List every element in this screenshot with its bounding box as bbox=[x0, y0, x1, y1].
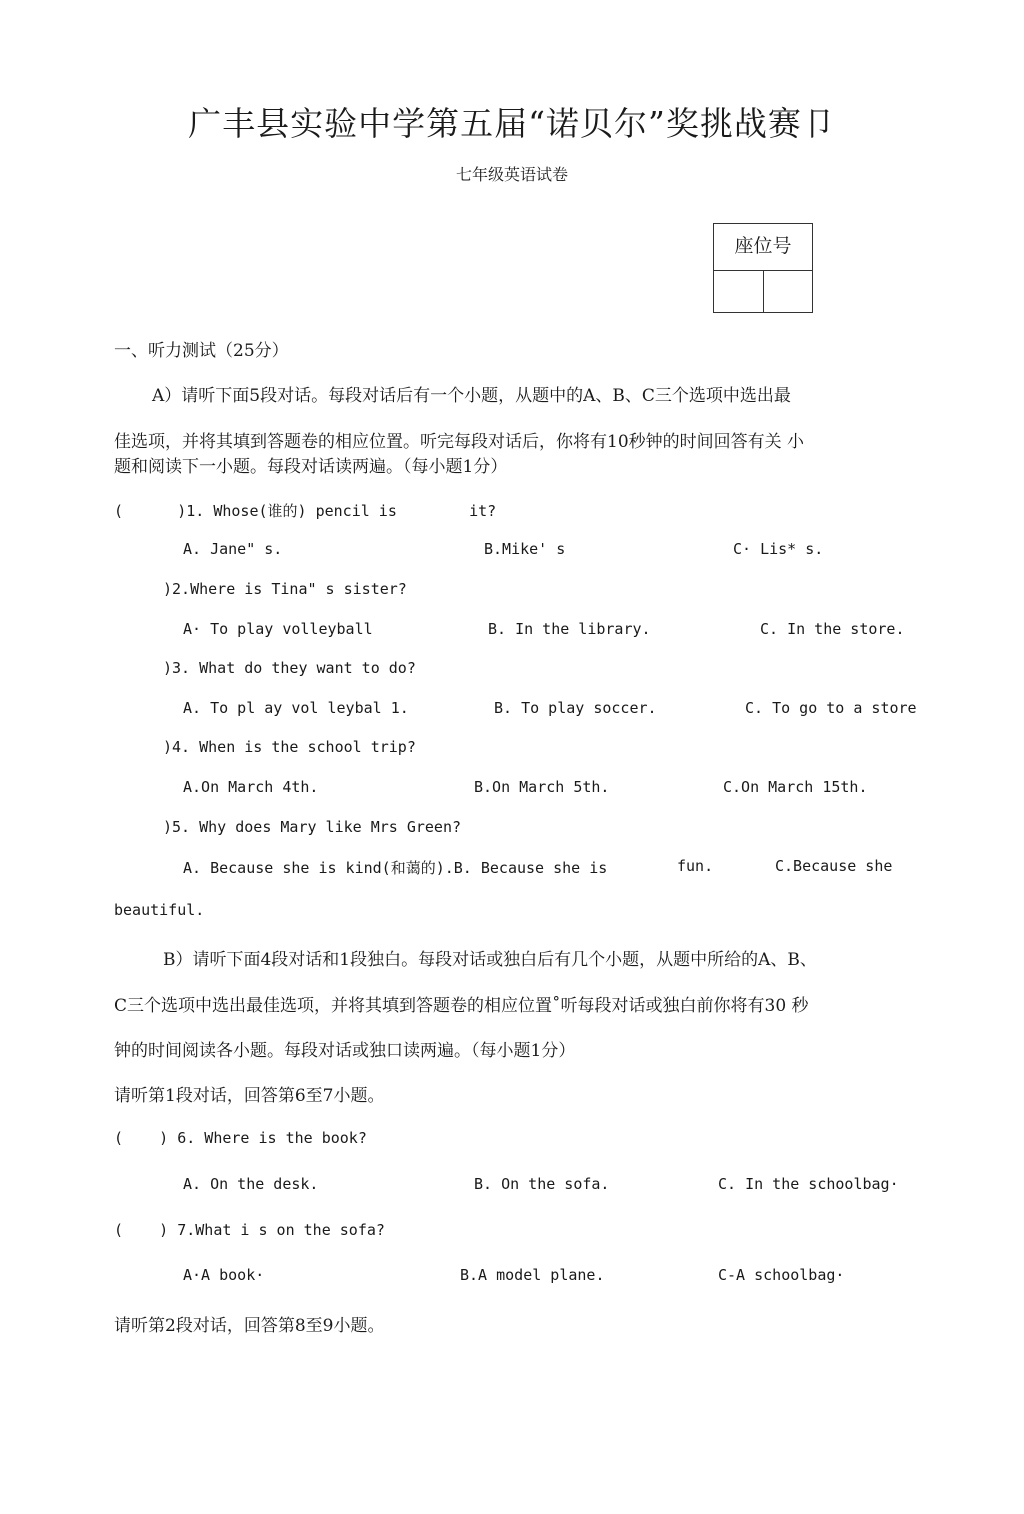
seat-number-box bbox=[713, 223, 813, 313]
option-a: A. Because she is kind(和蔼的).B. Because she is bbox=[183, 859, 608, 877]
option-b: B. To play soccer. bbox=[494, 699, 657, 717]
seat-cell-1[interactable] bbox=[714, 271, 763, 313]
option-b: B.A model plane. bbox=[460, 1266, 605, 1284]
option-b: B.On March 5th. bbox=[474, 778, 610, 796]
exam-subtitle: 七年级英语试卷 bbox=[455, 165, 568, 184]
option-c: C.On March 15th. bbox=[723, 778, 868, 796]
part-a-instructions-line-2: 佳选项，并将其填到答题卷的相应位置。听完每段对话后，你将有10秒钟的时间回答有关 小 bbox=[114, 432, 805, 452]
part-a-instructions-line-1: A）请听下面5段对话。每段对话后有一个小题，从题中的A、B、C三个选项中选出最 bbox=[152, 386, 791, 406]
question-stem: )2.Where is Tina" s sister? bbox=[163, 580, 407, 598]
seat-cell-2[interactable] bbox=[763, 271, 813, 313]
question-stem: )5. Why does Mary like Mrs Green? bbox=[163, 818, 462, 836]
option-b: fun. bbox=[677, 857, 714, 875]
seat-number-label: 座位号 bbox=[714, 224, 812, 271]
question-stem: )4. When is the school trip? bbox=[163, 738, 416, 756]
question-stem: ( ) 6. Where is the book? bbox=[114, 1129, 367, 1147]
option-c: C. In the schoolbag· bbox=[718, 1175, 899, 1193]
dialog-2-intro: 请听第2段对话，回答第8至9小题。 bbox=[114, 1316, 385, 1336]
option-c: C-A schoolbag· bbox=[718, 1266, 845, 1284]
option-b: B.Mike' s bbox=[484, 540, 566, 558]
part-b-instructions-line-1: B）请听下面4段对话和1段独白。每段对话或独白后有几个小题，从题中所给的A、B、 bbox=[163, 950, 817, 970]
question-stem: )3. What do they want to do? bbox=[163, 659, 416, 677]
section-heading: 一、听力测试（25分） bbox=[114, 341, 289, 361]
part-b-instructions-line-3: 钟的时间阅读各小题。每段对话或独口读两遍。（每小题1分） bbox=[114, 1041, 576, 1061]
dialog-1-intro: 请听第1段对话，回答第6至7小题。 bbox=[114, 1086, 385, 1106]
part-a-instructions-line-3: 题和阅读下一小题。每段对话读两遍。（每小题1分） bbox=[114, 457, 508, 477]
option-a: A.On March 4th. bbox=[183, 778, 319, 796]
exam-title: 广丰县实验中学第五届“诺贝尔”奖挑战赛卩 bbox=[188, 104, 836, 143]
option-c: C· Lis* s. bbox=[733, 540, 824, 558]
option-a: A. To pl ay vol leybal 1. bbox=[183, 699, 409, 717]
option-c: C.Because she bbox=[775, 857, 893, 875]
option-b: B. On the sofa. bbox=[474, 1175, 610, 1193]
option-c-wrap: beautiful. bbox=[114, 901, 205, 919]
option-a: A· To play volleyball bbox=[183, 620, 373, 638]
part-b-instructions-line-2: C三个选项中选出最佳选项，并将其填到答题卷的相应位置˚听每段对话或独白前你将有30 秒 bbox=[114, 996, 809, 1016]
seat-number-cells bbox=[714, 271, 812, 313]
option-a: A. Jane" s. bbox=[183, 540, 283, 558]
option-c: C. To go to a store bbox=[745, 699, 917, 717]
question-stem: ( ) 7.What i s on the sofa? bbox=[114, 1221, 385, 1239]
option-a: A. On the desk. bbox=[183, 1175, 319, 1193]
option-a: A·A book· bbox=[183, 1266, 265, 1284]
option-b: B. In the library. bbox=[488, 620, 651, 638]
question-stem: ( )1. Whose(谁的) pencil is it? bbox=[114, 502, 497, 520]
option-c: C. In the store. bbox=[760, 620, 905, 638]
